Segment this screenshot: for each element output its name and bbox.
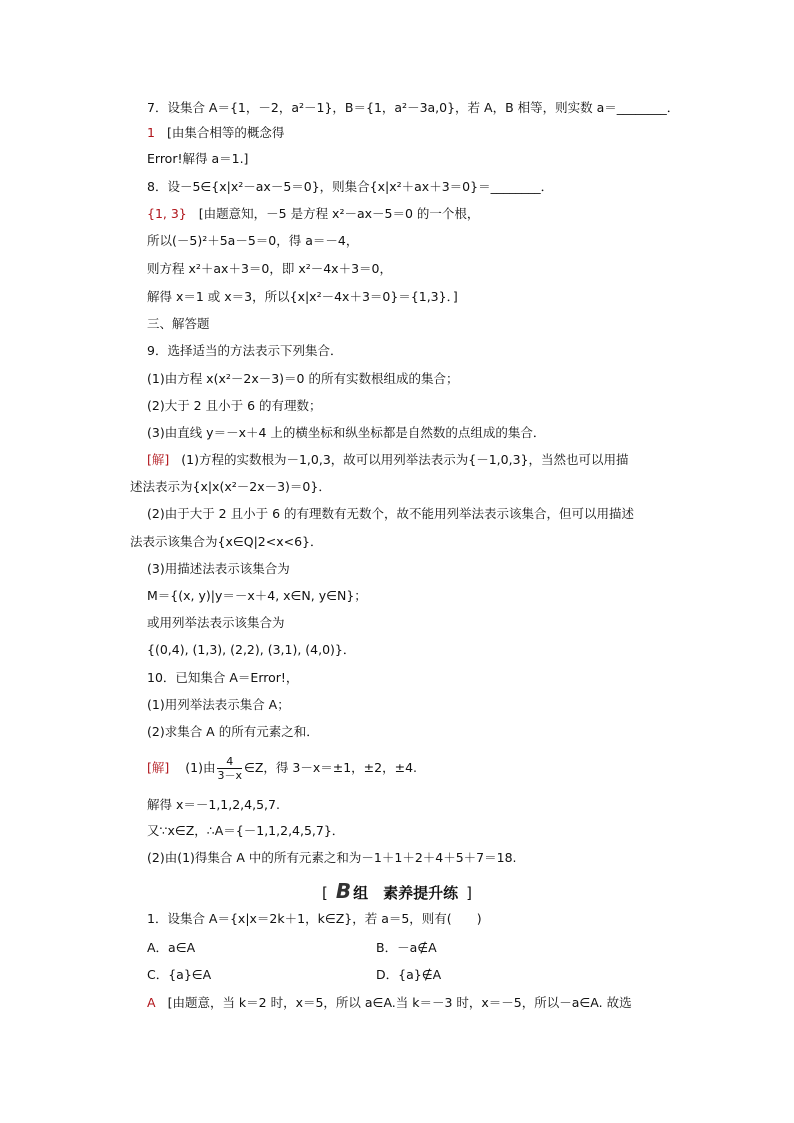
- text-line: [147, 125, 284, 141]
- answer-label: 1: [147, 125, 155, 140]
- line-text: 则方程 x²＋ax＋3＝0，即 x²－4x＋3＝0，: [147, 261, 392, 276]
- line-text: Error!解得 a＝1.]: [147, 151, 249, 166]
- answer-label: A: [147, 995, 156, 1010]
- q10-solution-line: [147, 755, 417, 782]
- line-text: [由题意知，－5 是方程 x²－ax－5＝0 的一个根，: [198, 206, 480, 221]
- text-line: [147, 261, 392, 277]
- text-line: [147, 179, 553, 195]
- solution-suffix: ∈Z，得 3－x＝±1，±2，±4.: [243, 760, 418, 775]
- group-letter: B: [335, 879, 352, 903]
- line-text: 述法表示为{x|x(x²－2x－3)＝0}．: [130, 479, 331, 494]
- line-text: (2)由(1)得集合 A 中的所有元素之和为－1＋1＋2＋4＋5＋7＝18.: [147, 850, 517, 865]
- text-line: [147, 588, 367, 604]
- bracket-open: [: [322, 884, 328, 902]
- text-line: [147, 206, 479, 222]
- line-text: 法表示该集合为{x∈Q|2<x<6}．: [130, 534, 323, 549]
- text-line: [147, 995, 632, 1011]
- fraction-numerator: 4: [217, 755, 242, 769]
- fraction: [217, 755, 242, 782]
- line-text: 所以(－5)²＋5a－5＝0，得 a＝－4，: [147, 233, 359, 248]
- text-line: [147, 233, 358, 249]
- line-text: [由题意，当 k＝2 时，x＝5，所以 a∈A.当 k＝－3 时，x＝－5，所以－a∈A. 故选: [167, 995, 632, 1010]
- text-line: [147, 670, 298, 686]
- option-a: A．a∈A: [147, 940, 196, 955]
- text-line: [147, 151, 248, 167]
- text-line: [147, 697, 290, 713]
- line-text: (3)用描述法表示该集合为: [147, 561, 290, 576]
- text-line: [147, 289, 458, 305]
- line-text: (2)求集合 A 的所有元素之和．: [147, 724, 319, 739]
- solution-prefix: (1)由: [185, 760, 216, 775]
- text-line: [147, 615, 285, 631]
- line-text: 7．设集合 A＝{1，－2，a²－1}，B＝{1，a²－3a,0}，若 A，B 相等，则实数 a＝________．: [147, 100, 680, 115]
- line-text: 10．已知集合 A＝Error!，: [147, 670, 299, 685]
- line-text: {(0,4), (1,3), (2,2), (3,1), (4,0)}．: [147, 642, 356, 657]
- line-text: 9．选择适当的方法表示下列集合．: [147, 343, 343, 358]
- text-line: [147, 724, 319, 740]
- text-line: [147, 398, 322, 414]
- group-title-text: 组 素养提升练: [353, 884, 459, 902]
- line-text: (3)由直线 y＝－x＋4 上的横坐标和纵坐标都是自然数的点组成的集合．: [147, 425, 546, 440]
- answer-label: {1, 3}: [147, 206, 187, 221]
- option-d: D．{a}∉A: [376, 967, 442, 982]
- text-line: [147, 452, 629, 468]
- text-line: [147, 642, 355, 658]
- text-line: [147, 371, 458, 387]
- fraction-denominator: 3－x: [217, 769, 242, 782]
- line-text: 1．设集合 A＝{x|x＝2k＋1，k∈Z}，若 a＝5，则有( ): [147, 911, 482, 926]
- text-line: [147, 911, 482, 927]
- line-text: (1)方程的实数根为－1,0,3，故可以用列举法表示为{－1,0,3}，当然也可以用描: [181, 452, 629, 467]
- line-text: [由集合相等的概念得: [166, 125, 285, 140]
- text-line: [147, 343, 342, 359]
- line-text: M＝{(x, y)|y＝－x＋4, x∈N, y∈N}；: [147, 588, 367, 603]
- line-text: 或用列举法表示该集合为: [147, 615, 285, 630]
- option-c: C．{a}∈A: [147, 967, 212, 982]
- section-heading-group-b: [0, 879, 794, 903]
- solution-label: [解]: [147, 760, 170, 775]
- line-text: (1)用列举法表示集合 A；: [147, 697, 290, 712]
- text-line: [147, 100, 679, 116]
- line-text: (1)由方程 x(x²－2x－3)＝0 的所有实数根组成的集合；: [147, 371, 459, 386]
- line-text: 解得 x＝－1,1,2,4,5,7.: [147, 797, 280, 812]
- text-line: [147, 506, 634, 522]
- text-line: [147, 823, 344, 839]
- text-line: [130, 479, 331, 495]
- line-text: (2)由于大于 2 且小于 6 的有理数有无数个，故不能用列举法表示该集合，但可以用描述: [147, 506, 635, 521]
- text-line: [147, 797, 280, 813]
- text-line: [147, 425, 545, 441]
- bracket-close: ]: [466, 884, 472, 902]
- line-text: 三、解答题: [147, 316, 210, 331]
- text-line: [147, 316, 210, 332]
- line-text: 解得 x＝1 或 x＝3，所以{x|x²－4x＋3＝0}＝{1,3}．]: [147, 289, 458, 304]
- line-text: 又∵x∈Z，∴A＝{－1,1,2,4,5,7}．: [147, 823, 345, 838]
- text-line: [147, 850, 517, 866]
- line-text: 8．设－5∈{x|x²－ax－5＝0}，则集合{x|x²＋ax＋3＝0}＝________．: [147, 179, 554, 194]
- option-b: B．－a∉A: [376, 940, 437, 955]
- line-text: (2)大于 2 且小于 6 的有理数；: [147, 398, 322, 413]
- text-line: [147, 561, 290, 577]
- answer-label: [解]: [147, 452, 170, 467]
- text-line: [130, 534, 323, 550]
